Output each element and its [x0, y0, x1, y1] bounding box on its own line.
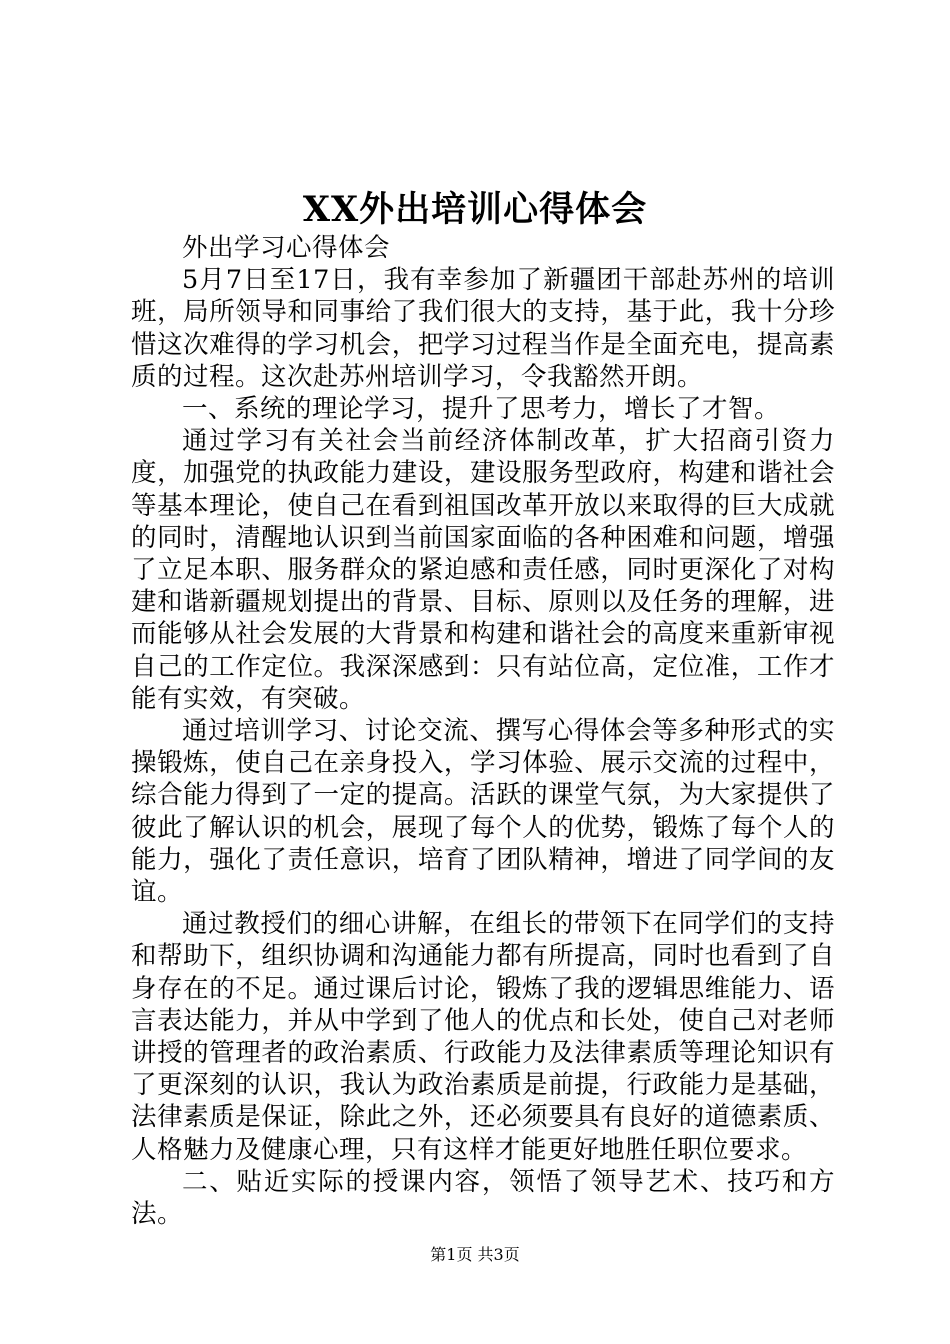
paragraph-subtitle: 外出学习心得体会 — [182, 233, 391, 263]
paragraph-theory: 通过学习有关社会当前经济体制改革，扩大招商引资力度，加强党的执政能力建设，建设服务型政府，构建和谐社会等基本理论，使自己在看到祖国改革开放以来取得的巨大成就的同时，清醒地认识到当前国家面临的各种困难和问题，增强了立足本职、服务群众的紧迫感和责任感，同时更深化了对构建和谐新疆规划提出的背景、目标、原则以及任务的理解，进而能够从社会发展的大背景和构建和谐社会的高度来重新审视自己的工作定位。我深深感到：只有站位高，定位准，工作才能有实效，有突破。 — [131, 426, 835, 714]
page-footer: 第1页 共3页 — [430, 1245, 520, 1264]
document-body — [131, 232, 835, 1230]
paragraph-practice: 通过培训学习、讨论交流、撰写心得体会等多种形式的实操锻炼，使自己在亲身投入，学习体验、展示交流的过程中，综合能力得到了一定的提高。活跃的课堂气氛，为大家提供了彼此了解认识的机会，展现了每个人的优势，锻炼了每个人的能力，强化了责任意识，培育了团队精神，增进了同学间的友谊。 — [131, 716, 835, 908]
section-heading-2: 二、贴近实际的授课内容，领悟了领导艺术、技巧和方法。 — [131, 1166, 835, 1230]
paragraph-intro: 5月7日至17日，我有幸参加了新疆团干部赴苏州的培训班，局所领导和同事给了我们很大的支持，基于此，我十分珍惜这次难得的学习机会，把学习过程当作是全面充电，提高素质的过程。这次赴苏州培训学习，令我豁然开朗。 — [131, 265, 835, 392]
section-heading-1: 一、系统的理论学习，提升了思考力，增长了才智。 — [182, 394, 781, 425]
paragraph-professors: 通过教授们的细心讲解，在组长的带领下在同学们的支持和帮助下，组织协调和沟通能力都有所提高，同时也看到了自身存在的不足。通过课后讨论，锻炼了我的逻辑思维能力、语言表达能力，并从中学到了他人的优点和长处，使自己对老师讲授的管理者的政治素质、行政能力及法律素质等理论知识有了更深刻的认识，我认为政治素质是前提，行政能力是基础，法律素质是保证，除此之外，还必须要具有良好的道德素质、人格魅力及健康心理，只有这样才能更好地胜任职位要求。 — [131, 909, 835, 1165]
document-title: XX外出培训心得体会 — [302, 189, 648, 230]
